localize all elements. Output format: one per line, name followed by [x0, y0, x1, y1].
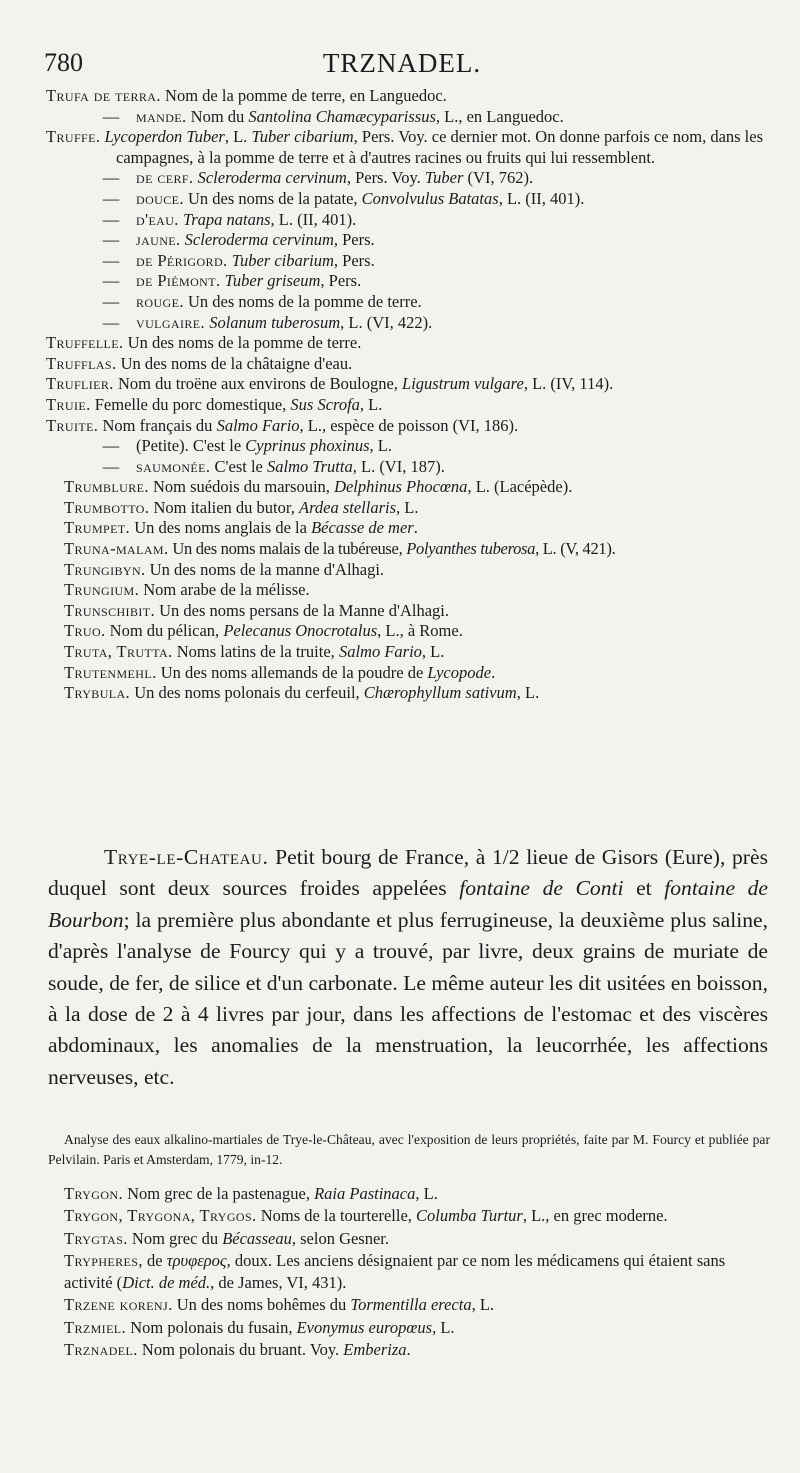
- entry-head: Trumbotto.: [64, 497, 150, 517]
- entry-head: Truna-malam.: [64, 539, 169, 559]
- taxon-name: Tormentilla erecta: [350, 1295, 472, 1315]
- entry-truite-petite: [64, 436, 764, 457]
- entry-text: , L., en grec moderne.: [522, 1206, 668, 1226]
- entry-text: Un des noms bohêmes du: [172, 1295, 351, 1315]
- entry-text: Un des noms de la pomme de terre.: [183, 291, 422, 311]
- entry-text: (Petite). C'est le: [136, 436, 246, 456]
- entry-head: Trzene korenj.: [64, 1295, 173, 1315]
- dash: —: [102, 271, 120, 291]
- entry-head: de cerf.: [136, 168, 194, 188]
- entry-head: Truffelle.: [46, 333, 124, 353]
- article-text: Petit bourg de France, à 1/2 lieue de Gisors (Eure), près duquel sont deux sources froides appelées: [48, 845, 768, 901]
- entry-head: Trungibyn.: [64, 559, 146, 579]
- entry-text: Noms latins de la truite,: [172, 642, 339, 662]
- entry-text: , Pers.: [333, 250, 375, 270]
- taxon-name: Pelecanus Onocrotalus: [223, 621, 378, 641]
- entry-truffe-rouge: [64, 292, 764, 313]
- entry-text: , L. (IV, 114).: [523, 374, 614, 394]
- dash: —: [102, 188, 120, 208]
- running-title: TRZNADEL.: [322, 48, 482, 78]
- entry-trumblure: [64, 477, 764, 498]
- taxon-name: Tuber cibarium: [227, 250, 334, 270]
- entry-head: Truffe.: [46, 127, 101, 147]
- taxon-name: Ardea stellaris: [298, 497, 396, 517]
- entry-truo: [64, 621, 764, 642]
- dash: —: [102, 209, 120, 229]
- entry-head: Trumpet.: [64, 518, 131, 538]
- entry-trybula: [64, 683, 764, 704]
- taxon-name: Tuber cibarium: [251, 127, 354, 147]
- entry-text: Nom grec du: [127, 1228, 223, 1248]
- entry-text: , L., en Languedoc.: [435, 106, 564, 126]
- article-text: et: [623, 876, 665, 901]
- entry-head: jaune.: [136, 230, 181, 250]
- entry-trumbotto: [64, 498, 764, 519]
- entry-text: Un des noms allemands de la poudre de: [156, 662, 428, 682]
- entry-truffe-de-cerf: [64, 168, 764, 189]
- dash: —: [102, 250, 120, 270]
- entry-text: , Pers. Voy. ce dernier mot. On donne parfois ce nom, dans les campagnes, à la pomme de terre et à d'autres racines ou fruits qui lui ressemblent.: [116, 127, 764, 167]
- entry-text: , L.: [471, 1295, 495, 1315]
- entry-head: Trufa de terra.: [46, 86, 161, 105]
- entry-text: Nom français du: [98, 415, 217, 435]
- entry-text: Nom suédois du marsouin,: [148, 477, 335, 497]
- entry-head: Trznadel.: [64, 1340, 138, 1360]
- entry-truflier: [46, 374, 764, 395]
- entry-head: Truo.: [64, 621, 106, 641]
- lower-entries: [64, 1183, 774, 1361]
- entry-trufa-de-terra: [46, 86, 764, 107]
- entry-text: Un des noms de la pomme de terre.: [123, 333, 362, 353]
- taxon-name: Tuber griseum: [220, 271, 321, 291]
- entry-text: , L. (V, 421).: [535, 539, 616, 559]
- reference-title: Dict. de méd.: [122, 1273, 211, 1293]
- article-trye-le-chateau: [48, 842, 768, 1093]
- entry-text: Nom arabe de la mélisse.: [139, 580, 310, 600]
- entry-head: douce.: [136, 188, 184, 208]
- entry-text: Noms de la tourterelle,: [256, 1206, 417, 1226]
- entry-head: Trzmiel.: [64, 1317, 127, 1337]
- entry-text: Nom du: [186, 106, 249, 126]
- taxon-name: Delphinus Phocœna: [334, 477, 468, 497]
- entry-truta-trutta: [64, 642, 764, 663]
- entry-head: Truie.: [46, 394, 91, 414]
- entry-text: Nom du pélican,: [105, 621, 224, 641]
- entry-trznadel: [64, 1339, 774, 1361]
- entry-head: d'eau.: [136, 209, 179, 229]
- dash: —: [102, 291, 120, 311]
- entry-trungium: [64, 580, 764, 601]
- entry-head: saumonée.: [136, 456, 211, 476]
- entry-text: Nom italien du butor,: [149, 497, 299, 517]
- entry-text: , selon Gesner.: [291, 1228, 390, 1248]
- entry-head: vulgaire.: [136, 312, 206, 332]
- entry-head: Truflier.: [46, 374, 114, 394]
- entry-trygona: [48, 1205, 774, 1227]
- taxon-name: Cyprinus phoxinus: [245, 436, 370, 456]
- entry-text: Nom polonais du fusain,: [126, 1317, 297, 1337]
- dash: —: [102, 456, 120, 476]
- entry-text: , L.: [224, 127, 252, 147]
- entry-trzmiel: [64, 1317, 774, 1339]
- entry-text: , L.: [421, 642, 445, 662]
- entry-text: , L.: [396, 497, 419, 517]
- entry-text: Femelle du porc domestique,: [90, 394, 291, 414]
- entry-text: .: [413, 518, 418, 538]
- taxon-name: Salmo Trutta: [267, 456, 353, 476]
- entry-text: , L.: [359, 394, 383, 414]
- entry-text: , L.: [415, 1184, 438, 1203]
- entry-text: , L.: [432, 1317, 455, 1337]
- taxon-name: Tuber: [424, 168, 464, 188]
- taxon-name: Santolina Chamæcyparissus: [248, 106, 436, 126]
- entry-text: Un des noms polonais du cerfeuil,: [130, 683, 364, 703]
- entry-head: de Périgord.: [136, 250, 228, 270]
- entry-text: , doux. Les anciens désignaient par ce nom les médicamens qui étaient sans activité (: [64, 1250, 726, 1293]
- entry-text: , L. (Lacépède).: [467, 477, 573, 497]
- entry-text: Nom du troëne aux environs de Boulogne,: [113, 374, 403, 394]
- entry-head: Trufflas.: [46, 353, 117, 373]
- page-number: 780: [44, 48, 83, 77]
- taxon-name: Scleroderma cervinum: [193, 168, 347, 188]
- entry-head: Trygon.: [64, 1184, 124, 1203]
- entry-trypheres: [64, 1250, 774, 1295]
- article-name: fontaine de Conti: [459, 876, 624, 901]
- entry-truffe: [46, 127, 764, 168]
- entry-head: de Piémont.: [136, 271, 221, 291]
- page-header: [44, 48, 760, 88]
- entry-text: Un des noms de la patate,: [183, 188, 362, 208]
- entry-truffe-douce: [64, 189, 764, 210]
- entry-head: Trygtas.: [64, 1228, 128, 1248]
- taxon-name: Polyanthes tuberosa: [406, 539, 536, 559]
- taxon-name: Lycoperdon Tuber: [100, 127, 225, 147]
- taxon-name: Evonymus europœus: [296, 1317, 433, 1337]
- taxon-name: Convolvulus Batatas: [361, 188, 499, 208]
- dash: —: [102, 230, 120, 250]
- entry-text: Un des noms de la châtaigne d'eau.: [116, 353, 353, 373]
- article-text: ; la première plus abondante et plus ferrugineuse, la deuxième plus saline, d'après l'analyse de Fourcy qui y a trouvé, par livre, deux grains de muriate de soude, de fer, de silice et d'un carbonate. Le même auteur les dit usitées en boisson, à la dose de 2 à 4 livres par jour, dans les affections de l'estomac et des viscères abdominaux, les anomalies de la menstruation, la leucorrhée, les affections nerveuses, etc.: [48, 907, 768, 1089]
- entry-truffe-jaune: [64, 230, 764, 251]
- article-head: Trye-le-Chateau.: [104, 845, 269, 869]
- entry-text: C'est le: [210, 456, 267, 476]
- entry-truffelle: [46, 333, 764, 354]
- entry-head: Trypheres,: [64, 1250, 143, 1270]
- entry-text: de: [142, 1250, 167, 1270]
- entry-text: , L. (VI, 422).: [340, 312, 433, 332]
- taxon-name: Trapa natans: [178, 209, 271, 229]
- entry-trunschibit: [64, 601, 764, 622]
- dash: —: [102, 312, 120, 332]
- upper-entries: [46, 86, 764, 704]
- entry-head: Trungium.: [64, 580, 140, 600]
- entry-truffe-de-piemont: [64, 271, 764, 292]
- entry-text: Un des noms anglais de la: [130, 518, 312, 538]
- article-name: fontaine de Bourbon: [48, 876, 768, 932]
- entry-trzene-korenj: [64, 1294, 774, 1316]
- entry-text: , de James, VI, 431).: [210, 1273, 347, 1293]
- taxon-name: Bécasse de mer: [311, 518, 414, 538]
- entry-truna-malam: [64, 539, 764, 560]
- entry-text: Un des noms persans de la Manne d'Alhagi.: [155, 600, 449, 620]
- taxon-name: Scleroderma cervinum: [180, 230, 334, 250]
- entry-text: , L. (VI, 187).: [352, 456, 445, 476]
- entry-text: Nom grec de la pastenague,: [123, 1184, 315, 1203]
- taxon-name: Chærophyllum sativum: [363, 683, 517, 703]
- entry-text: Nom de la pomme de terre, en Languedoc.: [160, 86, 447, 105]
- taxon-name: Sus Scrofa: [290, 394, 360, 414]
- entry-truffe-de-perigord: [64, 251, 764, 272]
- greek-word: τρυφερος: [166, 1250, 227, 1270]
- entry-text: , L., espèce de poisson (VI, 186).: [299, 415, 519, 435]
- entry-truffe-vulgaire: [64, 313, 764, 334]
- entry-text: , L. (II, 401).: [270, 209, 357, 229]
- entry-text: Un des noms malais de la tubéreuse,: [168, 539, 407, 559]
- entry-trumpet: [64, 518, 764, 539]
- entry-text: , L.: [516, 683, 540, 703]
- bibliography-note: Analyse des eaux alkalino-martiales de Trye-le-Château, avec l'exposition de leurs propriétés, faite par M. Fourcy et publiée par Pelvilain. Paris et Amsterdam, 1779, in-12.: [48, 1132, 770, 1167]
- entry-head: Trumblure.: [64, 477, 149, 497]
- entry-text: .: [406, 1340, 411, 1360]
- entry-text: Nom polonais du bruant. Voy.: [137, 1340, 344, 1360]
- entry-text: , Pers. Voy.: [346, 168, 425, 188]
- taxon-name: Lycopode: [427, 662, 492, 682]
- entry-head: mande.: [136, 106, 187, 126]
- entry-trufa-mande: [64, 107, 764, 128]
- entry-text: , Pers.: [333, 230, 375, 250]
- entry-head: Trutenmehl.: [64, 662, 157, 682]
- entry-trungibyn: [64, 560, 764, 581]
- entry-head: Truta, Trutta.: [64, 642, 173, 662]
- taxon-name: Emberiza: [343, 1340, 407, 1360]
- entry-trutenmehl: [64, 663, 764, 684]
- taxon-name: Salmo Fario: [216, 415, 300, 435]
- taxon-name: Columba Turtur: [416, 1206, 523, 1226]
- entry-trufflas: [46, 354, 764, 375]
- entry-truie: [46, 395, 764, 416]
- entry-head: Truite.: [46, 415, 99, 435]
- dash: —: [102, 436, 120, 456]
- taxon-name: Raia Pastinaca: [314, 1184, 416, 1203]
- taxon-name: Ligustrum vulgare: [402, 374, 524, 394]
- entry-head: Trygon, Trygona, Trygos.: [64, 1206, 257, 1226]
- entry-head: rouge.: [136, 291, 184, 311]
- entry-text: , L.: [369, 436, 392, 456]
- entry-text: (VI, 762).: [463, 168, 534, 188]
- entry-truite-saumonee: [64, 457, 764, 478]
- entry-text: , L. (II, 401).: [498, 188, 585, 208]
- entry-trygon: [64, 1183, 774, 1205]
- entry-text: .: [491, 662, 496, 682]
- taxon-name: Bécasseau: [222, 1228, 292, 1248]
- entry-trygtas: [64, 1228, 774, 1250]
- dash: —: [102, 106, 120, 126]
- entry-head: Trybula.: [64, 683, 131, 703]
- taxon-name: Salmo Fario: [338, 642, 422, 662]
- entry-text: Un des noms de la manne d'Alhagi.: [145, 559, 385, 579]
- entry-text: , L., à Rome.: [377, 621, 463, 641]
- entry-truite: [46, 416, 764, 437]
- dash: —: [102, 168, 120, 188]
- entry-text: , Pers.: [320, 271, 362, 291]
- entry-truffe-d-eau: [64, 210, 764, 231]
- entry-head: Trunschibit.: [64, 600, 156, 620]
- taxon-name: Solanum tuberosum: [205, 312, 341, 332]
